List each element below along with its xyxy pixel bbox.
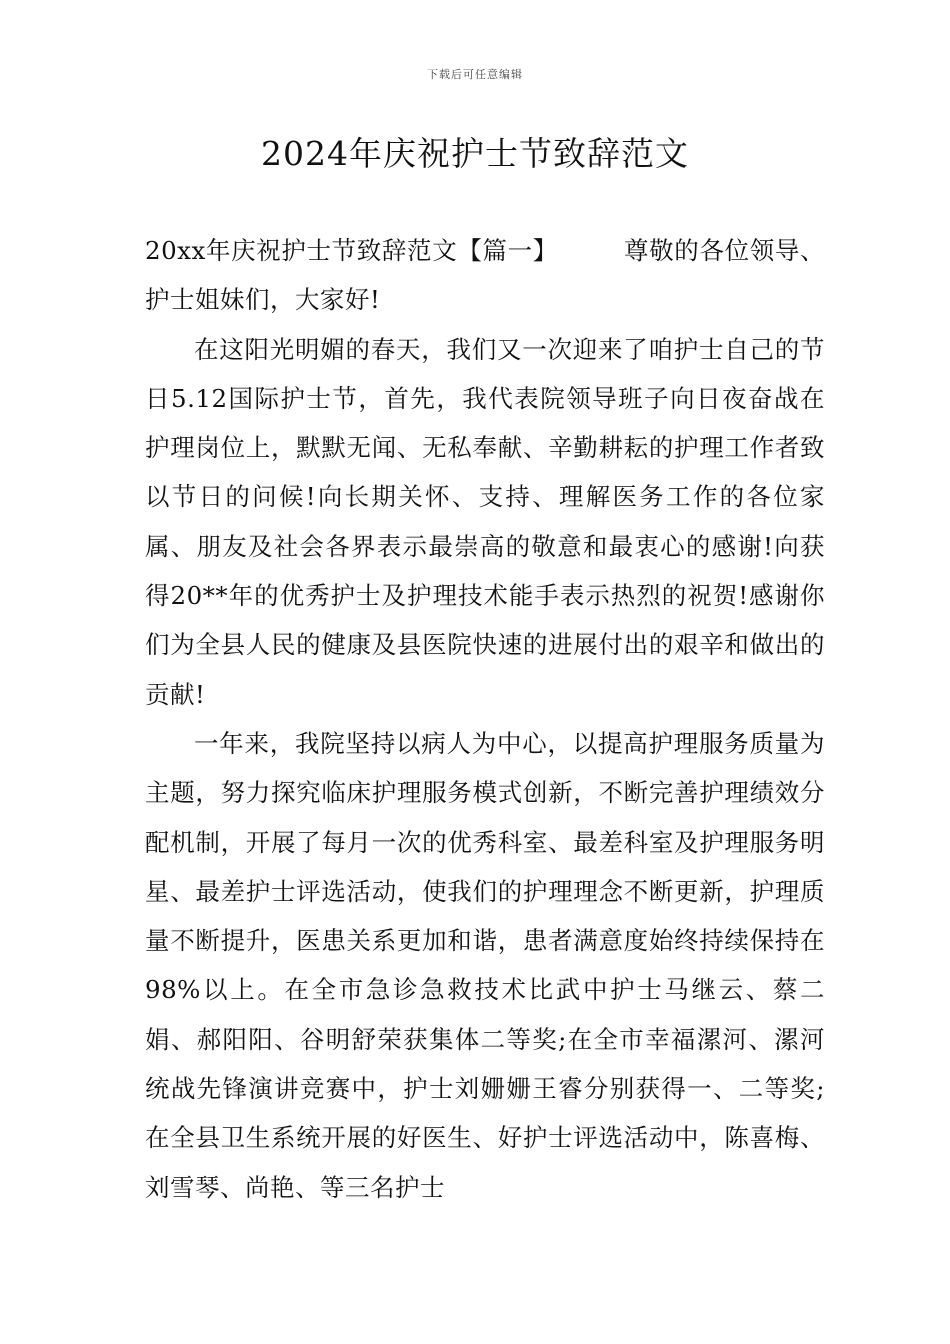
section-label: 20xx年庆祝护士节致辞范文【篇一】 [145,236,558,265]
document-title: 2024年庆祝护士节致辞范文 [261,134,689,173]
document-body [145,226,825,1212]
intro-paragraph [145,226,825,325]
body-paragraph-2: 一年来，我院坚持以病人为中心，以提高护理服务质量为主题，努力探究临床护理服务模式创新，不断完善护理绩效分配机制，开展了每月一次的优秀科室、最差科室及护理服务明星、最差护士评选活动，使我们的护理理念不断更新，护理质量不断提升，医患关系更加和谐，患者满意度始终持续保持在98%以上。在全市急诊急救技术比武中护士马继云、蔡二娟、郝阳阳、谷明舒荣获集体二等奖;在全市幸福漯河、漯河统战先锋演讲竞赛中，护士刘姗姗王睿分别获得一、二等奖;在全县卫生系统开展的好医生、好护士评选活动中，陈喜梅、刘雪琴、尚艳、等三名护士 [145,728,825,1202]
header-note: 下载后可任意编辑 [427,68,523,81]
greeting-text: 尊敬的各位领导、护士姐妹们，大家好! [145,236,825,315]
body-paragraph-1: 在这阳光明媚的春天，我们又一次迎来了咱护士自己的节日5.12国际护士节，首先，我代表院领导班子向日夜奋战在护理岗位上，默默无闻、无私奉献、辛勤耕耘的护理工作者致以节日的问候!向长期关怀、支持、理解医务工作的各位家属、朋友及社会各界表示最崇高的敬意和最衷心的感谢!向获得20**年的优秀护士及护理技术能手表示热烈的祝贺!感谢你们为全县人民的健康及县医院快速的进展付出的艰辛和做出的贡献! [145,334,825,709]
